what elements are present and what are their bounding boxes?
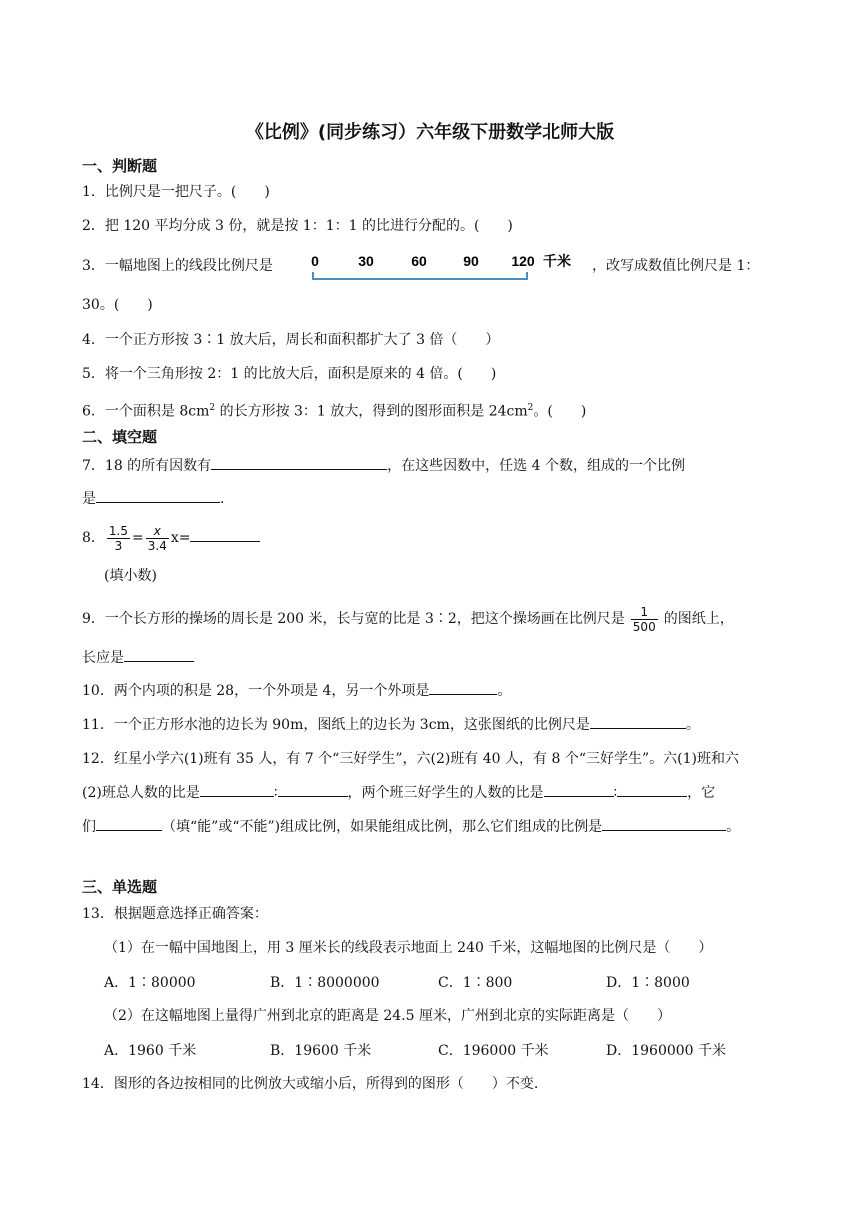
ratio-colon: ∶ (273, 785, 278, 801)
fraction-denominator: 500 (632, 619, 656, 634)
question-12-text-d: 们 (82, 819, 96, 835)
scale-tick-0: 0 (311, 253, 319, 269)
question-8-x-equals: x= (170, 530, 191, 546)
question-9-text-a: 9．一个长方形的操场的周长是 200 米，长与宽的比是 3∶2，把这个操场画在比例尺是 (82, 611, 625, 627)
question-12-text-c: ，它 (687, 785, 716, 801)
question-11-end: 。 (685, 717, 700, 733)
section-heading-fill-blank: 二、填空题 (82, 428, 158, 446)
fraction-denominator: 3.4 (147, 538, 167, 553)
question-8-number: 8． (82, 530, 105, 546)
question-7-text-b: ，在这些因数中，任选 4 个数，组成的一个比例 (387, 458, 685, 474)
option-2a[interactable]: A．1960 千米 (104, 1043, 197, 1059)
answer-blank[interactable] (96, 816, 162, 831)
option-1d[interactable]: D．1∶8000 (606, 975, 690, 991)
question-12-text-e: （填“能”或“不能”)组成比例，如果能组成比例，那么它们组成的比例是 (162, 819, 603, 835)
question-1: 1．比例尺是一把尺子。( ) (82, 184, 270, 200)
question-6-part-b: 的长方形按 3：1 放大，得到的图形面积是 24cm (215, 403, 528, 420)
answer-blank[interactable] (429, 680, 497, 695)
question-6-part-a: 6．一个面积是 8cm (82, 403, 210, 420)
question-3-text-c: 30。( ) (82, 297, 153, 313)
answer-blank[interactable] (544, 782, 614, 797)
question-10-text: 10．两个内项的积是 28，一个外项是 4，另一个外项是 (82, 683, 430, 699)
question-12-text-f: 。 (726, 819, 741, 835)
question-7-text-a: 7．18 的所有因数有 (82, 458, 212, 474)
question-13-part-2: （2）在这幅地图上量得广州到北京的距离是 24.5 厘米，广州到北京的实际距离是（ ） (104, 1008, 671, 1024)
option-1c[interactable]: C．1∶800 (438, 975, 513, 991)
question-6 (82, 398, 586, 422)
question-13-part-1: （1）在一幅中国地图上，用 3 厘米长的线段表示地面上 240 千米，这幅地图的比例尺是（ ） (104, 940, 713, 956)
question-12-line-3 (82, 816, 740, 837)
answer-blank[interactable] (211, 455, 387, 470)
superscript-2: 2 (209, 403, 216, 413)
scale-tick-90: 90 (463, 253, 479, 269)
question-12-line-1: 12．红星小学六(1)班有 35 人，有 7 个“三好学生”，六(2)班有 40 人，有 8 个“三好学生”。六(1)班和六 (82, 751, 739, 767)
option-2c[interactable]: C．196000 千米 (438, 1043, 549, 1059)
question-8-note: (填小数) (104, 568, 157, 584)
question-8 (82, 523, 260, 553)
scale-tick-60: 60 (411, 253, 427, 269)
answer-blank[interactable] (96, 488, 220, 503)
section-heading-true-false: 一、判断题 (82, 157, 158, 175)
answer-blank[interactable] (190, 527, 260, 542)
question-7-line-1 (82, 455, 685, 476)
answer-blank[interactable] (124, 647, 194, 662)
option-1a[interactable]: A．1∶80000 (104, 975, 196, 991)
question-9-line-2 (82, 647, 194, 668)
option-1b[interactable]: B．1∶8000000 (270, 975, 380, 991)
question-9-text-b: 的图纸上， (663, 611, 734, 627)
answer-blank[interactable] (617, 782, 687, 797)
option-2b[interactable]: B．19600 千米 (270, 1043, 372, 1059)
answer-blank[interactable] (602, 816, 726, 831)
question-13-stem: 13．根据题意选择正确答案： (82, 906, 268, 922)
question-14: 14．图形的各边按相同的比例放大或缩小后，所得到的图形（ ）不变. (82, 1076, 539, 1092)
question-4: 4．一个正方形按 3∶1 放大后，周长和面积都扩大了 3 倍（ ） (82, 332, 500, 348)
fraction-1-5-over-3 (107, 524, 130, 553)
line-scale-diagram (305, 250, 595, 286)
section-heading-multiple-choice: 三、单选题 (82, 878, 158, 896)
question-11 (82, 714, 700, 735)
ratio-colon: ∶ (613, 785, 618, 801)
option-2d[interactable]: D．1960000 千米 (606, 1043, 727, 1059)
answer-blank[interactable] (590, 714, 686, 729)
scale-tick-30: 30 (358, 253, 374, 269)
scale-unit: 千米 (543, 254, 571, 270)
question-3-text-b: ，改写成数值比例尺是 1： (592, 258, 760, 274)
page-title: 《比例》(同步练习）六年级下册数学北师大版 (245, 122, 615, 143)
question-9-line-1 (82, 604, 734, 634)
question-7-line-2 (82, 488, 224, 509)
question-12-line-2 (82, 782, 715, 803)
question-7-text-c: 是 (82, 491, 96, 507)
answer-blank[interactable] (278, 782, 348, 797)
question-12-text-b: ，两个班三好学生的人数的比是 (347, 785, 544, 801)
fraction-numerator: x (146, 524, 169, 539)
fraction-1-over-500 (631, 605, 658, 634)
question-12-text-a: (2)班总人数的比是 (82, 785, 200, 801)
answer-blank[interactable] (200, 782, 274, 797)
question-6-part-c: 。( ) (533, 403, 587, 420)
scale-tick-120: 120 (511, 253, 535, 269)
question-9-text-c: 长应是 (82, 650, 124, 666)
question-2: 2．把 120 平均分成 3 份，就是按 1：1：1 的比进行分配的。( ) (82, 218, 513, 234)
question-5: 5．将一个三角形按 2：1 的比放大后，面积是原来的 4 倍。( ) (82, 366, 497, 382)
fraction-denominator: 3 (114, 538, 123, 553)
question-10 (82, 680, 511, 701)
fraction-numerator: 1.5 (108, 523, 129, 538)
question-7-text-d: . (220, 491, 225, 507)
superscript-2-b: 2 (527, 403, 534, 413)
question-11-text: 11．一个正方形水池的边长为 90m，图纸上的边长为 3cm，这张图纸的比例尺是 (82, 717, 590, 733)
fraction-numerator: 1 (631, 605, 658, 620)
equals-sign: = (132, 530, 144, 546)
fraction-x-over-3-4 (146, 524, 169, 553)
question-10-end: 。 (497, 683, 512, 699)
question-3-text-a: 3．一幅地图上的线段比例尺是 (82, 258, 273, 274)
